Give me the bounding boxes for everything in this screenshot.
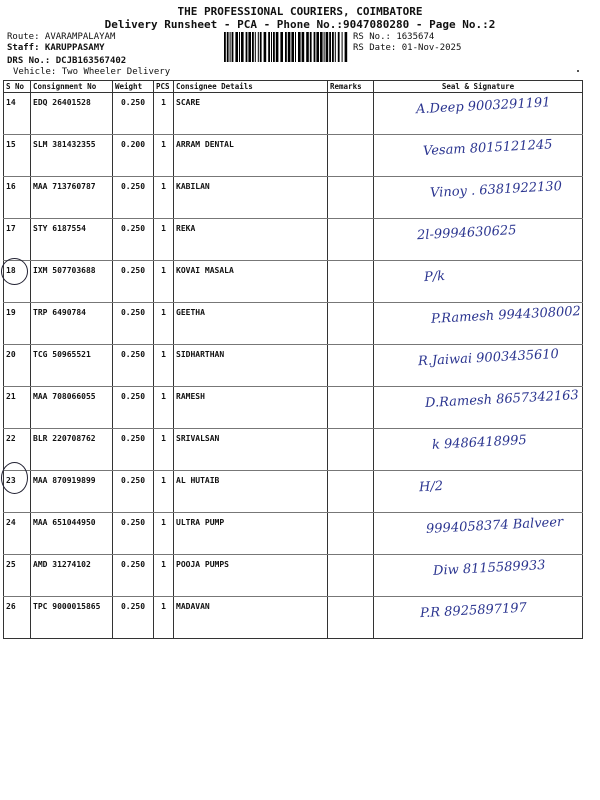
pcs-value: 1: [154, 345, 174, 387]
col-signature: Seal & Signature: [374, 81, 583, 93]
pcs-value: 1: [154, 513, 174, 555]
pcs-value: 1: [154, 93, 174, 135]
signature-cell: [374, 471, 583, 513]
weight-value: 0.250: [113, 219, 154, 261]
handwritten-signature: k 9486418995: [431, 432, 528, 453]
remarks-cell: [328, 555, 374, 597]
handwritten-signature: R.Jaiwai 9003435610: [417, 346, 560, 370]
col-consignee: Consignee Details: [174, 81, 328, 93]
row-sno: 26: [4, 597, 31, 639]
consignee-name: KOVAI MASALA: [174, 261, 328, 303]
row-sno: 22: [4, 429, 31, 471]
route-label: Route: AVARAMPALAYAM: [7, 32, 116, 42]
consignee-name: GEETHA: [174, 303, 328, 345]
hand-circle-mark: [1, 258, 28, 285]
consignee-name: MADAVAN: [174, 597, 328, 639]
handwritten-signature: P/k: [423, 268, 446, 286]
weight-value: 0.250: [113, 93, 154, 135]
table-row: [4, 219, 583, 261]
weight-value: 0.250: [113, 429, 154, 471]
remarks-cell: [328, 429, 374, 471]
col-pcs: PCS: [154, 81, 174, 93]
row-sno: 21: [4, 387, 31, 429]
pcs-value: 1: [154, 471, 174, 513]
table-row: [4, 93, 583, 135]
hand-circle-mark: [1, 462, 28, 494]
table-row: [4, 471, 583, 513]
table-row: [4, 555, 583, 597]
handwritten-signature: D.Ramesh 8657342163: [424, 388, 580, 412]
signature-cell: [374, 387, 583, 429]
col-sno: S No: [4, 81, 31, 93]
handwritten-signature: Vesam 8015121245: [422, 137, 553, 160]
consignment-number: IXM 507703688: [31, 261, 113, 303]
handwritten-signature: 2l-9994630625: [416, 223, 517, 244]
col-consignment: Consignment No: [31, 81, 113, 93]
row-sno: 17: [4, 219, 31, 261]
staff-label: Staff: KARUPPASAMY: [7, 43, 105, 53]
signature-cell: [374, 93, 583, 135]
consignment-number: TRP 6490784: [31, 303, 113, 345]
row-sno: 19: [4, 303, 31, 345]
row-sno: 23: [4, 471, 31, 513]
drs-number: DRS No.: DCJB163567402: [7, 56, 127, 66]
signature-cell: [374, 597, 583, 639]
signature-cell: [374, 303, 583, 345]
handwritten-signature: P.Ramesh 9944308002: [430, 304, 582, 327]
consignment-number: EDQ 26401528: [31, 93, 113, 135]
signature-cell: [374, 135, 583, 177]
remarks-cell: [328, 261, 374, 303]
remarks-cell: [328, 219, 374, 261]
consignee-name: RAMESH: [174, 387, 328, 429]
remarks-cell: [328, 597, 374, 639]
signature-cell: [374, 177, 583, 219]
weight-value: 0.250: [113, 261, 154, 303]
remarks-cell: [328, 513, 374, 555]
table-row: [4, 345, 583, 387]
weight-value: 0.250: [113, 513, 154, 555]
row-sno: 14: [4, 93, 31, 135]
col-remarks: Remarks: [328, 81, 374, 93]
pcs-value: 1: [154, 261, 174, 303]
pcs-value: 1: [154, 219, 174, 261]
consignee-name: SIDHARTHAN: [174, 345, 328, 387]
consignment-number: MAA 870919899: [31, 471, 113, 513]
row-sno: 18: [4, 261, 31, 303]
consignment-number: TCG 50965521: [31, 345, 113, 387]
signature-cell: [374, 429, 583, 471]
weight-value: 0.250: [113, 471, 154, 513]
rs-date: RS Date: 01-Nov-2025: [353, 43, 462, 53]
signature-cell: [374, 219, 583, 261]
consignee-name: AL HUTAIB: [174, 471, 328, 513]
table-row: [4, 387, 583, 429]
row-sno: 20: [4, 345, 31, 387]
row-sno: 24: [4, 513, 31, 555]
remarks-cell: [328, 345, 374, 387]
pcs-value: 1: [154, 135, 174, 177]
handwritten-signature: Vinoy . 6381922130: [429, 179, 563, 201]
signature-cell: [374, 555, 583, 597]
pcs-value: 1: [154, 387, 174, 429]
table-row: [4, 597, 583, 639]
handwritten-signature: A.Deep 9003291191: [415, 95, 551, 118]
table-row: [4, 261, 583, 303]
pcs-value: 1: [154, 303, 174, 345]
handwritten-signature: P.R 8925897197: [419, 600, 528, 622]
signature-cell: [374, 513, 583, 555]
weight-value: 0.250: [113, 555, 154, 597]
consignment-number: SLM 381432355: [31, 135, 113, 177]
handwritten-signature: 9994058374 Balveer: [425, 514, 564, 538]
remarks-cell: [328, 93, 374, 135]
pcs-value: 1: [154, 177, 174, 219]
consignment-number: MAA 713760787: [31, 177, 113, 219]
barcode: [224, 32, 348, 62]
remarks-cell: [328, 177, 374, 219]
consignee-name: ULTRA PUMP: [174, 513, 328, 555]
row-sno: 16: [4, 177, 31, 219]
handwritten-signature: Diw 8115589933: [432, 557, 546, 579]
row-sno: 15: [4, 135, 31, 177]
consignee-name: SCARE: [174, 93, 328, 135]
table-row: [4, 429, 583, 471]
col-weight: Weight: [113, 81, 154, 93]
handwritten-signature: H/2: [418, 478, 444, 496]
table-header-row: [4, 81, 583, 93]
row-sno: 25: [4, 555, 31, 597]
table-row: [4, 303, 583, 345]
company-title: THE PROFESSIONAL COURIERS, COIMBATORE: [177, 5, 423, 18]
remarks-cell: [328, 471, 374, 513]
weight-value: 0.250: [113, 177, 154, 219]
pcs-value: 1: [154, 597, 174, 639]
consignment-number: BLR 220708762: [31, 429, 113, 471]
weight-value: 0.200: [113, 135, 154, 177]
remarks-cell: [328, 303, 374, 345]
signature-cell: [374, 261, 583, 303]
runsheet-subtitle: Delivery Runsheet - PCA - Phone No.:9047080280 - Page No.:2: [104, 18, 496, 31]
weight-value: 0.250: [113, 303, 154, 345]
consignment-number: AMD 31274102: [31, 555, 113, 597]
consignment-number: TPC 9000015865: [31, 597, 113, 639]
consignment-number: MAA 651044950: [31, 513, 113, 555]
consignee-name: KABILAN: [174, 177, 328, 219]
pcs-value: 1: [154, 555, 174, 597]
runsheet-table: [3, 80, 583, 639]
table-row: [4, 135, 583, 177]
consignment-number: MAA 708066055: [31, 387, 113, 429]
weight-value: 0.250: [113, 597, 154, 639]
weight-value: 0.250: [113, 345, 154, 387]
consignee-name: SRIVALSAN: [174, 429, 328, 471]
consignee-name: REKA: [174, 219, 328, 261]
consignee-name: POOJA PUMPS: [174, 555, 328, 597]
remarks-cell: [328, 387, 374, 429]
weight-value: 0.250: [113, 387, 154, 429]
table-row: [4, 513, 583, 555]
consignment-number: STY 6187554: [31, 219, 113, 261]
remarks-cell: [328, 135, 374, 177]
rs-number: RS No.: 1635674: [353, 32, 435, 42]
pcs-value: 1: [154, 429, 174, 471]
vehicle-label: Vehicle: Two Wheeler Delivery: [13, 67, 171, 77]
table-row: [4, 177, 583, 219]
scan-dot: [577, 70, 579, 72]
consignee-name: ARRAM DENTAL: [174, 135, 328, 177]
signature-cell: [374, 345, 583, 387]
